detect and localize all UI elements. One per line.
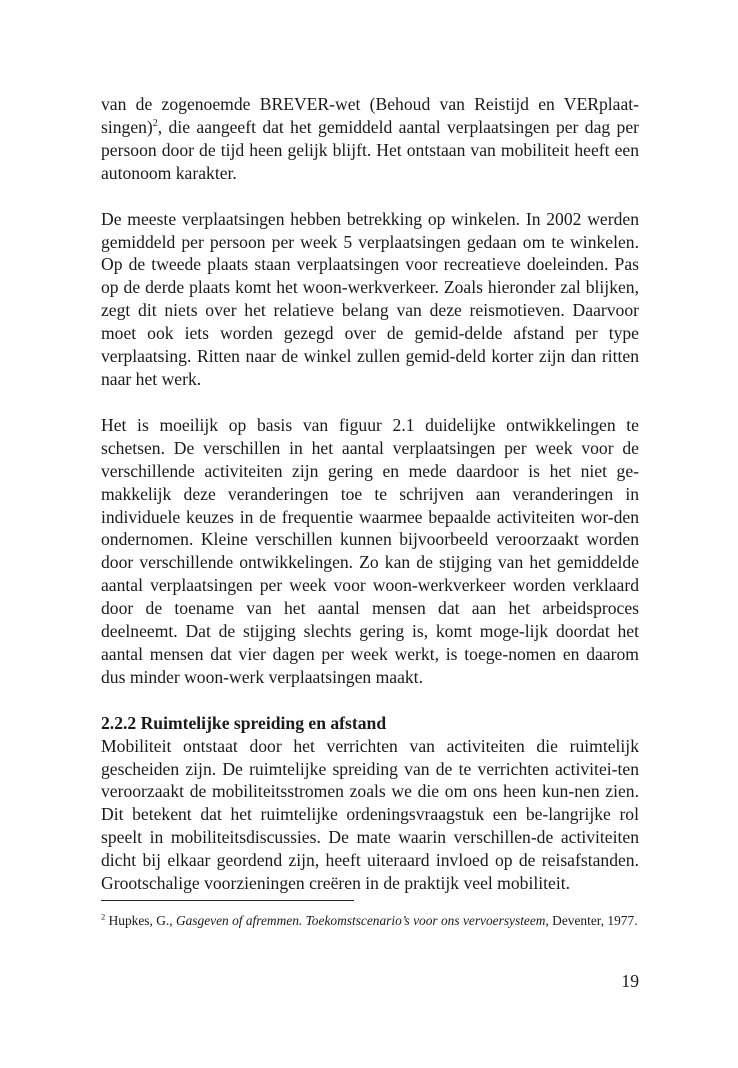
- paragraph-spatial: Mobiliteit ontstaat door het verrichten van activiteiten die ruimtelijk gescheiden zijn. De ruimtelijke spreiding van de te verrichten activitei-ten veroorzaakt de mobiliteitsstromen zoals we die om ons heen kun-nen zien. Dit betekent dat het ruimtelijke ordeningsvraagstuk een be-langrijke rol speelt in mobiliteitsdiscussies. De mate waarin verschillen-de activiteiten dicht bij elkaar geordend zijn, heeft uiteraard invloed op de reisafstanden. Grootschalige voorzieningen creëren in de praktijk veel mobiliteit.: [101, 735, 639, 894]
- paragraph-figure-analysis: Het is moeilijk op basis van figuur 2.1 duidelijke ontwikkelingen te schetsen. De verschillen in het aantal verplaatsingen per week voor de verschillende activiteiten zijn gering en mede daardoor is het niet ge-makkelijk deze veranderingen toe te schrijven aan veranderingen in individuele keuzes in de frequentie waarmee bepaalde activiteiten wor-den ondernomen. Kleine verschillen kunnen bijvoorbeeld veroorzaakt worden door verschillende ontwikkelingen. Zo kan de stijging van het gemiddelde aantal verplaatsingen per week voor woon-werkverkeer worden verklaard door de toename van het aantal mensen dat aan het arbeidsproces deelneemt. Dat de stijging slechts gering is, komt moge-lijk doordat het aantal mensen dat vier dagen per week werkt, is toege-nomen en daarom dus minder woon-werk verplaatsingen maakt.: [101, 414, 639, 687]
- footnote-reference[interactable]: 2: [152, 118, 158, 130]
- paragraph-shopping: De meeste verplaatsingen hebben betrekking op winkelen. In 2002 werden gemiddeld per persoon per week 5 verplaatsingen gedaan om te winkelen. Op de tweede plaats staan verplaatsingen voor recreatieve doeleinden. Pas op de derde plaats komt het woon-werkverkeer. Zoals hieronder zal blijken, zegt dit niets over het relatieve belang van deze reismotieven. Daarvoor moet ook iets worden gezegd over de gemid-delde afstand per type verplaatsing. Ritten naar de winkel zullen gemid-deld korter zijn dan ritten naar het werk.: [101, 208, 639, 389]
- section-heading: 2.2.2 Ruimtelijke spreiding en afstand: [101, 712, 387, 733]
- paragraph-brever: [101, 93, 639, 185]
- footnote-title: Gasgeven of afremmen. Toekomstscenario’s voor ons vervoersysteem: [175, 913, 546, 928]
- footnote-publication: , Deventer, 1977.: [545, 913, 638, 928]
- page-body: [101, 93, 639, 895]
- footnote-author: Hupkes, G.,: [108, 913, 176, 928]
- footnote: [101, 912, 639, 930]
- paragraph-text: , die aangeeft dat het gemiddeld aantal verplaatsingen per dag per persoon door de tijd heen gelijk blijft. Het ontstaan van mobiliteit heeft een autonoom karakter.: [101, 116, 639, 183]
- paragraph-text: van de zogenoemde BREVER-wet (Behoud van Reistijd en VERplaat-singen): [101, 94, 639, 137]
- footnote-divider: [101, 900, 354, 901]
- page-number: 19: [621, 971, 639, 991]
- footnote-number: 2: [101, 911, 106, 922]
